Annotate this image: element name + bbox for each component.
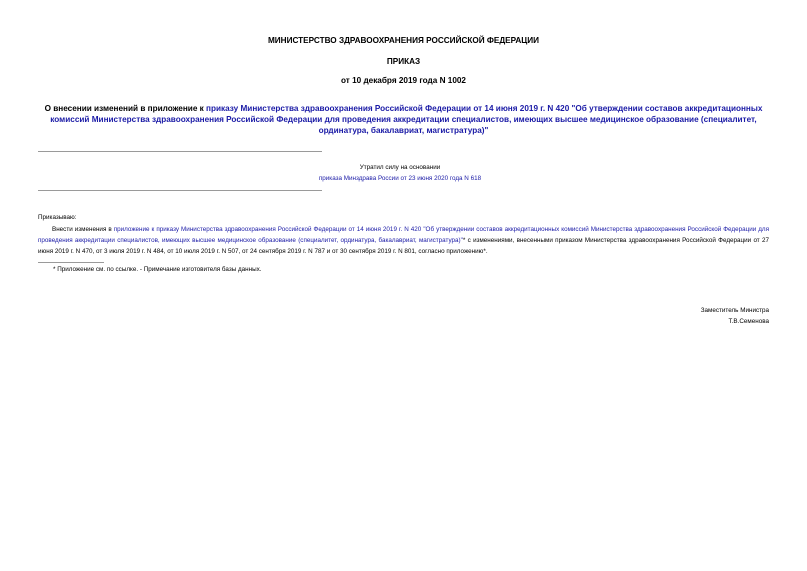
status-text: Утратил силу на основании [359, 164, 441, 171]
body-rest: * с изменениями, внесенными приказом Министерства здравоохранения Российской Федерации от 27 июня 2019 г. N 470, от 3 июля 2019 г. N 484, от 10 июля 2019 г. N 507, от 24 сентября 2019 г. N 787 и от 30 сентября 2019 г. N 801, согласно приложению*. [38, 237, 769, 255]
signer-role: Заместитель Министра [700, 307, 769, 314]
status-link[interactable]: приказа Минздрава России от 23 июня 2020 года N 618 [318, 175, 482, 182]
ministry-heading: МИНИСТЕРСТВО ЗДРАВООХРАНЕНИЯ РОССИЙСКОЙ ФЕДЕРАЦИИ [267, 36, 540, 45]
footnote-text: * Приложение см. по ссылке. - Примечание изготовителя базы данных. [53, 266, 262, 273]
divider-bottom [38, 190, 322, 191]
body-intro: Внести изменения в [52, 226, 114, 233]
order-heading: ПРИКАЗ [386, 57, 421, 66]
document-title [40, 103, 767, 136]
prikaz-label: Приказываю: [38, 214, 77, 221]
order-date: от 10 декабря 2019 года N 1002 [341, 76, 466, 85]
divider-top [38, 151, 322, 152]
body-paragraph [38, 224, 769, 257]
body-link[interactable]: приложение к приказу Министерства здравоохранения Российской Федерации от 14 июня 2019 г. N 420 "Об утверждении составов аккредитационных комиссий Министерства здравоохранения Российской Федерации для проведения аккредитации специалистов, имеющих высшее медицинское образование (специалитет, ординатура, бакалавриат, магистратура)" [38, 226, 769, 244]
footnote-divider [38, 262, 104, 263]
title-prefix: О внесении изменений в приложение к [44, 104, 207, 113]
title-link[interactable]: приказу Министерства здравоохранения Российской Федерации от 14 июня 2019 г. N 420 "Об утверждении составов аккредитационных комиссий Министерства здравоохранения Российской Федерации для проведения аккредитации специалистов, имеющих высшее медицинское образование (специалитет, ординатура, бакалавриат, магистратура)" [50, 104, 763, 135]
signer-name: Т.В.Семенова [728, 318, 769, 325]
